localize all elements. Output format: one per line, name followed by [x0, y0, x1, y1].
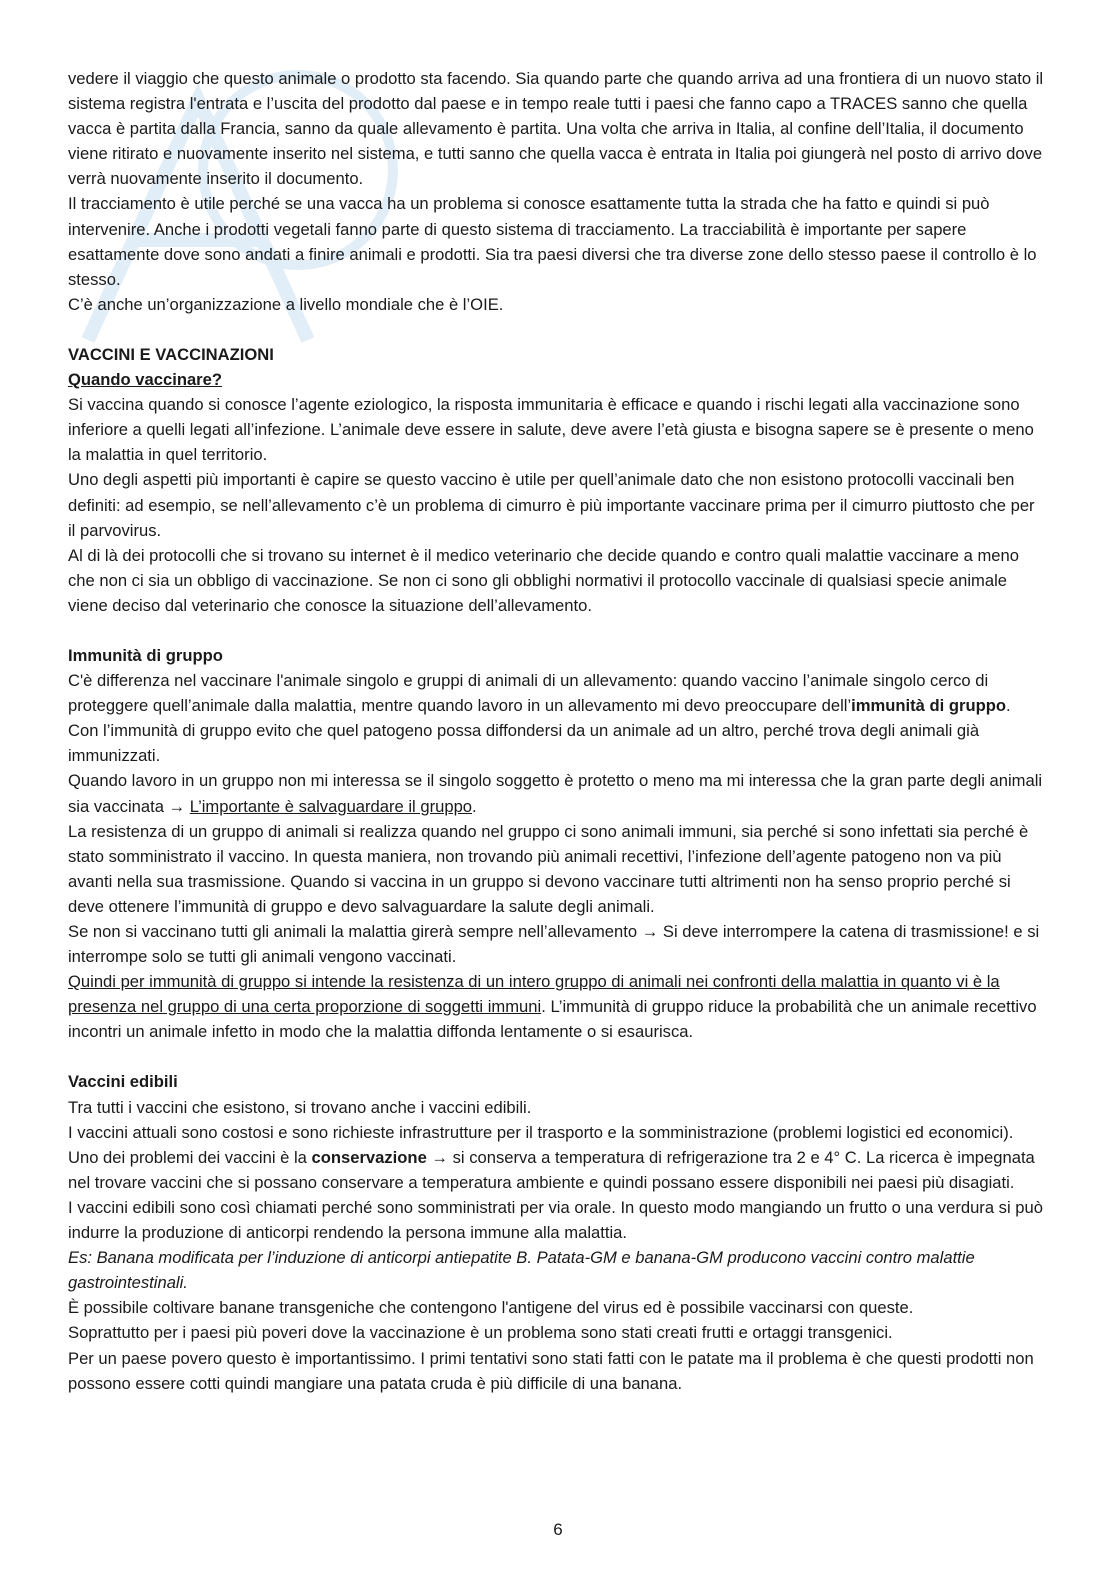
- text-run: C'è differenza nel vaccinare l'animale singolo e gruppi di animali di un allevamento: quando vaccino l’animale singolo cerco di proteggere quell’animale dalla malattia, mentre quando lavoro in un allevamento mi devo preoccupare dell’: [68, 671, 989, 716]
- page-number: 6: [553, 1520, 563, 1539]
- paragraph: È possibile coltivare banane transgeniche che contengono l'antigene del virus ed è possibile vaccinarsi con queste.: [68, 1298, 914, 1318]
- bold-term: conservazione: [311, 1147, 427, 1167]
- text-run: . L’immunità di gruppo riduce la probabilità che un animale recettivo incontri un animale infetto in modo che la malattia diffonda lentamente o si esaurisca.: [68, 997, 1037, 1042]
- paragraph: Al di là dei protocolli che si trovano su internet è il medico veterinario che decide quando e contro quali malattie vaccinare a meno che non ci sia un obbligo di vaccinazione. Se non ci sono gli obblighi normativi il protocollo vaccinale di qualsiasi specie animale viene deciso dal veterinario che conosce la situazione dell’allevamento.: [68, 545, 1019, 615]
- paragraph: vedere il viaggio che questo animale o prodotto sta facendo. Sia quando parte che quando arriva ad una frontiera di un nuovo stato il sistema registra l'entrata e l’uscita del prodotto dal paese e in tempo reale tutti i paesi che fanno capo a TRACES sanno che quella vacca è partita dalla Francia, sanno da quale allevamento è partita. Una volta che arriva in Italia, al confine dell’Italia, il documento viene ritirato e nuovamente inserito nel sistema, e tutti sanno che quella vacca è entrata in Italia poi giungerà nel posto di arrivo dove verrà nuovamente inserito il documento.: [68, 69, 1044, 189]
- paragraph: Uno degli aspetti più importanti è capire se questo vaccino è utile per quell’animale dato che non esistono protocolli vaccinali ben definiti: ad esempio, se nell’allevamento c’è un problema di cimurro è più importante vaccinare prima per il cimurro piuttosto che per il parvovirus.: [68, 470, 1035, 540]
- example-paragraph: Es: Banana modificata per l’induzione di anticorpi antiepatite B. Patata-GM e banana-GM producono vaccini contro malattie gastrointestinali.: [68, 1248, 975, 1293]
- underlined-text: Quindi per immunità di gruppo si intende la resistenza di un intero gruppo di animali nei confronti della malattia in quanto vi è la presenza nel gruppo di una certa proporzione di soggetti immuni: [68, 972, 1000, 1017]
- text-run: .: [472, 796, 477, 816]
- text-run: → si conserva a temperatura di refrigerazione tra 2 e 4° C. La ricerca è impegnata nel trovare vaccini che si possano conservare a temperatura ambiente e quindi possano essere disponibili nei paesi più disagiati.: [68, 1147, 1035, 1192]
- paragraph: [68, 768, 1044, 818]
- section-title-edibili: Vaccini edibili: [68, 1072, 178, 1092]
- section-subtitle-quando-vaccinare: Quando vaccinare?: [68, 370, 223, 390]
- paragraph: Si vaccina quando si conosce l’agente eziologico, la risposta immunitaria è efficace e quando i rischi legati alla vaccinazione sono inferiore a quelli legati all’infezione. L’animale deve essere in salute, deve avere l’età giusta e bisogna sapere se è presente o meno la malattia in quel territorio.: [68, 395, 1034, 465]
- paragraph: [68, 1120, 1044, 1195]
- paragraph: La resistenza di un gruppo di animali si realizza quando nel gruppo ci sono animali immuni, sia perché si sono infettati sia perché è stato somministrato il vaccino. In questa maniera, non trovando più animali recettivi, l’infezione dell’agente patogeno non va più avanti nella sua trasmissione. Quando si vaccina in un gruppo si devono vaccinare tutti altrimenti non ha senso proprio perché si deve ottenere l’immunità di gruppo e devo salvaguardare la salute degli animali.: [68, 821, 1029, 916]
- paragraph: Soprattutto per i paesi più poveri dove la vaccinazione è un problema sono stati creati frutti e ortaggi transgenici.: [68, 1323, 893, 1343]
- paragraph: [68, 969, 1044, 1044]
- paragraph: Se non si vaccinano tutti gli animali la malattia girerà sempre nell’allevamento → Si deve interrompere la catena di trasmissione! e si interrompe solo se tutti gli animali vengono vaccinati.: [68, 922, 1040, 967]
- paragraph: Il tracciamento è utile perché se una vacca ha un problema si conosce esattamente tutta la strada che ha fatto e quindi si può intervenire. Anche i prodotti vegetali fanno parte di questo sistema di tracciamento. La tracciabilità è importante per sapere esattamente dove sono andati a finire animali e prodotti. Sia tra paesi diversi che tra diverse zone dello stesso paese il controllo è lo stesso.: [68, 194, 1037, 289]
- underlined-text: L’importante è salvaguardare il gruppo: [189, 796, 473, 816]
- paragraph: Tra tutti i vaccini che esistono, si trovano anche i vaccini edibili.: [68, 1097, 532, 1117]
- text-run: . Con l’immunità di gruppo evito che quel patogeno possa diffondersi da un animale ad un altro, perché trova degli animali già immunizzati.: [68, 696, 1011, 766]
- text-run: I vaccini attuali sono costosi e sono richieste infrastrutture per il trasporto e la somministrazione (problemi logistici ed economici). Uno dei problemi dei vaccini è la: [68, 1122, 1014, 1167]
- section-title-immunita: Immunità di gruppo: [68, 645, 223, 665]
- bold-term: immunità di gruppo: [851, 696, 1007, 716]
- paragraph: I vaccini edibili sono così chiamati perché sono somministrati per via orale. In questo modo mangiando un frutto o una verdura si può indurre la produzione di anticorpi rendendo la persona immune alla malattia.: [68, 1197, 1043, 1243]
- paragraph: [68, 668, 1044, 768]
- paragraph: C’è anche un’organizzazione a livello mondiale che è l’OIE.: [68, 294, 504, 314]
- text-run: Quando lavoro in un gruppo non mi interessa se il singolo soggetto è protetto o meno ma mi interessa che la gran parte degli animali sia vaccinata →: [68, 771, 1043, 816]
- paragraph: Per un paese povero questo è importantissimo. I primi tentativi sono stati fatti con le patate ma il problema è che questi prodotti non possono essere cotti quindi mangiare una patata cruda è più difficile di una banana.: [68, 1348, 1034, 1393]
- document-body: [68, 66, 1044, 1396]
- section-title-vaccini: VACCINI E VACCINAZIONI: [68, 344, 274, 364]
